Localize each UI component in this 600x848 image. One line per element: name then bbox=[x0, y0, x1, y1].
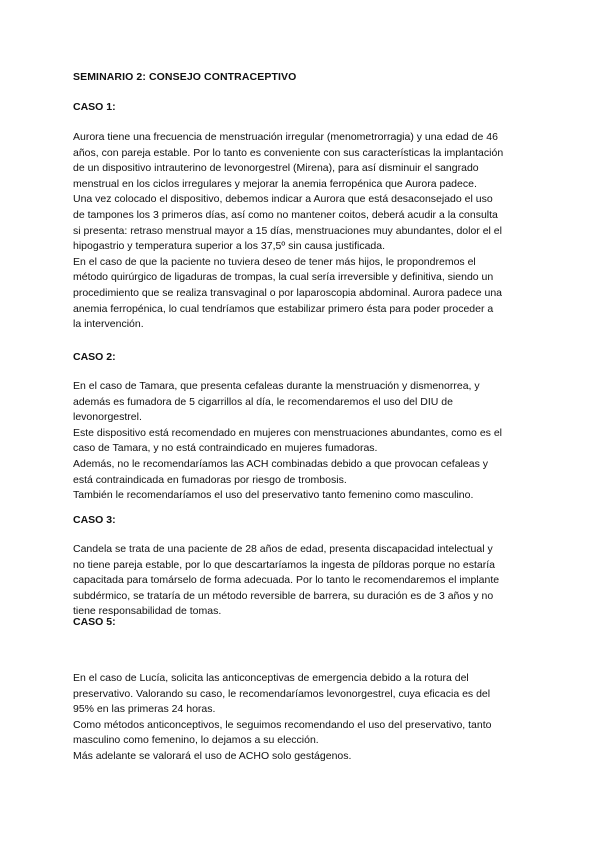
case-1-line: de tampones los 3 primeros días, así como no mantener coitos, deberá acudir a la consulta bbox=[73, 208, 498, 221]
case-2-text bbox=[73, 379, 533, 504]
case-1-line: anemia ferropénica, lo cual tendríamos que estabilizar primero ésta para poder proceder a bbox=[73, 302, 494, 315]
case-3-line: tiene responsabilidad de tomas. bbox=[73, 605, 222, 618]
case-5-line: 95% en las primeras 24 horas. bbox=[73, 703, 216, 716]
case-1-line: procedimiento que se realiza transvaginal o por laparoscopia abdominal. Aurora padece una bbox=[73, 286, 503, 299]
case-1-heading: CASO 1: bbox=[73, 101, 116, 113]
case-5-line: En el caso de Lucía, solicita las anticonceptivas de emergencia debido a la rotura del bbox=[73, 672, 469, 684]
case-1-line: menstrual en los ciclos irregulares y mejorar la anemia ferropénica que Aurora padece. bbox=[73, 177, 477, 190]
case-5-line: preservativo. Valorando su caso, le recomendaríamos levonorgestrel, cuya eficacia es del bbox=[73, 687, 491, 700]
case-1-line: la intervención. bbox=[73, 318, 144, 331]
case-3-line: no tiene pareja estable, por lo que descartaríamos la ingesta de píldoras porque no estaría bbox=[73, 558, 496, 571]
case-3-line: capacitada para tomárselo de forma adecuada. Por lo tanto le recomendaremos el implante bbox=[73, 574, 500, 587]
case-2-heading: CASO 2: bbox=[73, 351, 116, 363]
case-3-heading: CASO 3: bbox=[73, 514, 116, 526]
case-1-line: hipogastrio y temperatura superior a los 37,5º sin causa justificada. bbox=[73, 240, 386, 253]
document-title: SEMINARIO 2: CONSEJO CONTRACEPTIVO bbox=[73, 71, 297, 83]
case-1-line: método quirúrgico de ligaduras de trompas, la cual sería irreversible y definitiva, siendo un bbox=[73, 271, 494, 284]
case-2-line: En el caso de Tamara, que presenta cefaleas durante la menstruación y dismenorrea, y bbox=[73, 380, 480, 392]
case-3-text bbox=[73, 542, 533, 620]
case-1-text bbox=[73, 130, 533, 333]
case-5-line: masculino como femenino, lo dejamos a su elección. bbox=[73, 734, 319, 747]
case-1-line: En el caso de que la paciente no tuviera deseo de tener más hijos, le propondremos el bbox=[73, 255, 476, 268]
case-1-line: Aurora tiene una frecuencia de menstruación irregular (menometrorragia) y una edad de 46 bbox=[73, 131, 498, 143]
case-5-heading: CASO 5: bbox=[73, 616, 116, 628]
case-2-line: está contraindicada en fumadoras por riesgo de trombosis. bbox=[73, 473, 347, 486]
case-1-line: Una vez colocado el dispositivo, debemos indicar a Aurora que está desaconsejado el uso bbox=[73, 193, 493, 206]
case-1-line: de un dispositivo intrauterino de levonorgestrel (Mirena), para así disminuir el sangrado bbox=[73, 162, 479, 175]
case-1-line: años, con pareja estable. Por lo tanto es conveniente con sus características la implantación bbox=[73, 146, 504, 159]
case-3-line: Candela se trata de una paciente de 28 años de edad, presenta discapacidad intelectual y bbox=[73, 543, 493, 555]
case-2-line: levonorgestrel. bbox=[73, 411, 142, 424]
case-5-line: Como métodos anticonceptivos, le seguimos recomendando el uso del preservativo, tanto bbox=[73, 718, 492, 731]
case-2-line: También le recomendaríamos el uso del preservativo tanto femenino como masculino. bbox=[73, 489, 474, 502]
case-2-line: además es fumadora de 5 cigarrillos al día, le recomendaremos el uso del DIU de bbox=[73, 395, 453, 408]
case-2-line: Además, no le recomendaríamos las ACH combinadas debido a que provocan cefaleas y bbox=[73, 457, 488, 470]
case-2-line: Este dispositivo está recomendado en mujeres con menstruaciones abundantes, como es el bbox=[73, 426, 502, 439]
case-1-line: si presenta: retraso menstrual mayor a 15 días, menstruaciones muy abundantes, dolor el el bbox=[73, 224, 502, 237]
case-5-text bbox=[73, 671, 533, 765]
case-5-line: Más adelante se valorará el uso de ACHO solo gestágenos. bbox=[73, 749, 352, 762]
case-3-line: subdérmico, se trataría de un método reversible de barrera, su duración es de 3 años y no bbox=[73, 589, 494, 602]
case-2-line: caso de Tamara, y no está contraindicado en mujeres fumadoras. bbox=[73, 442, 378, 455]
